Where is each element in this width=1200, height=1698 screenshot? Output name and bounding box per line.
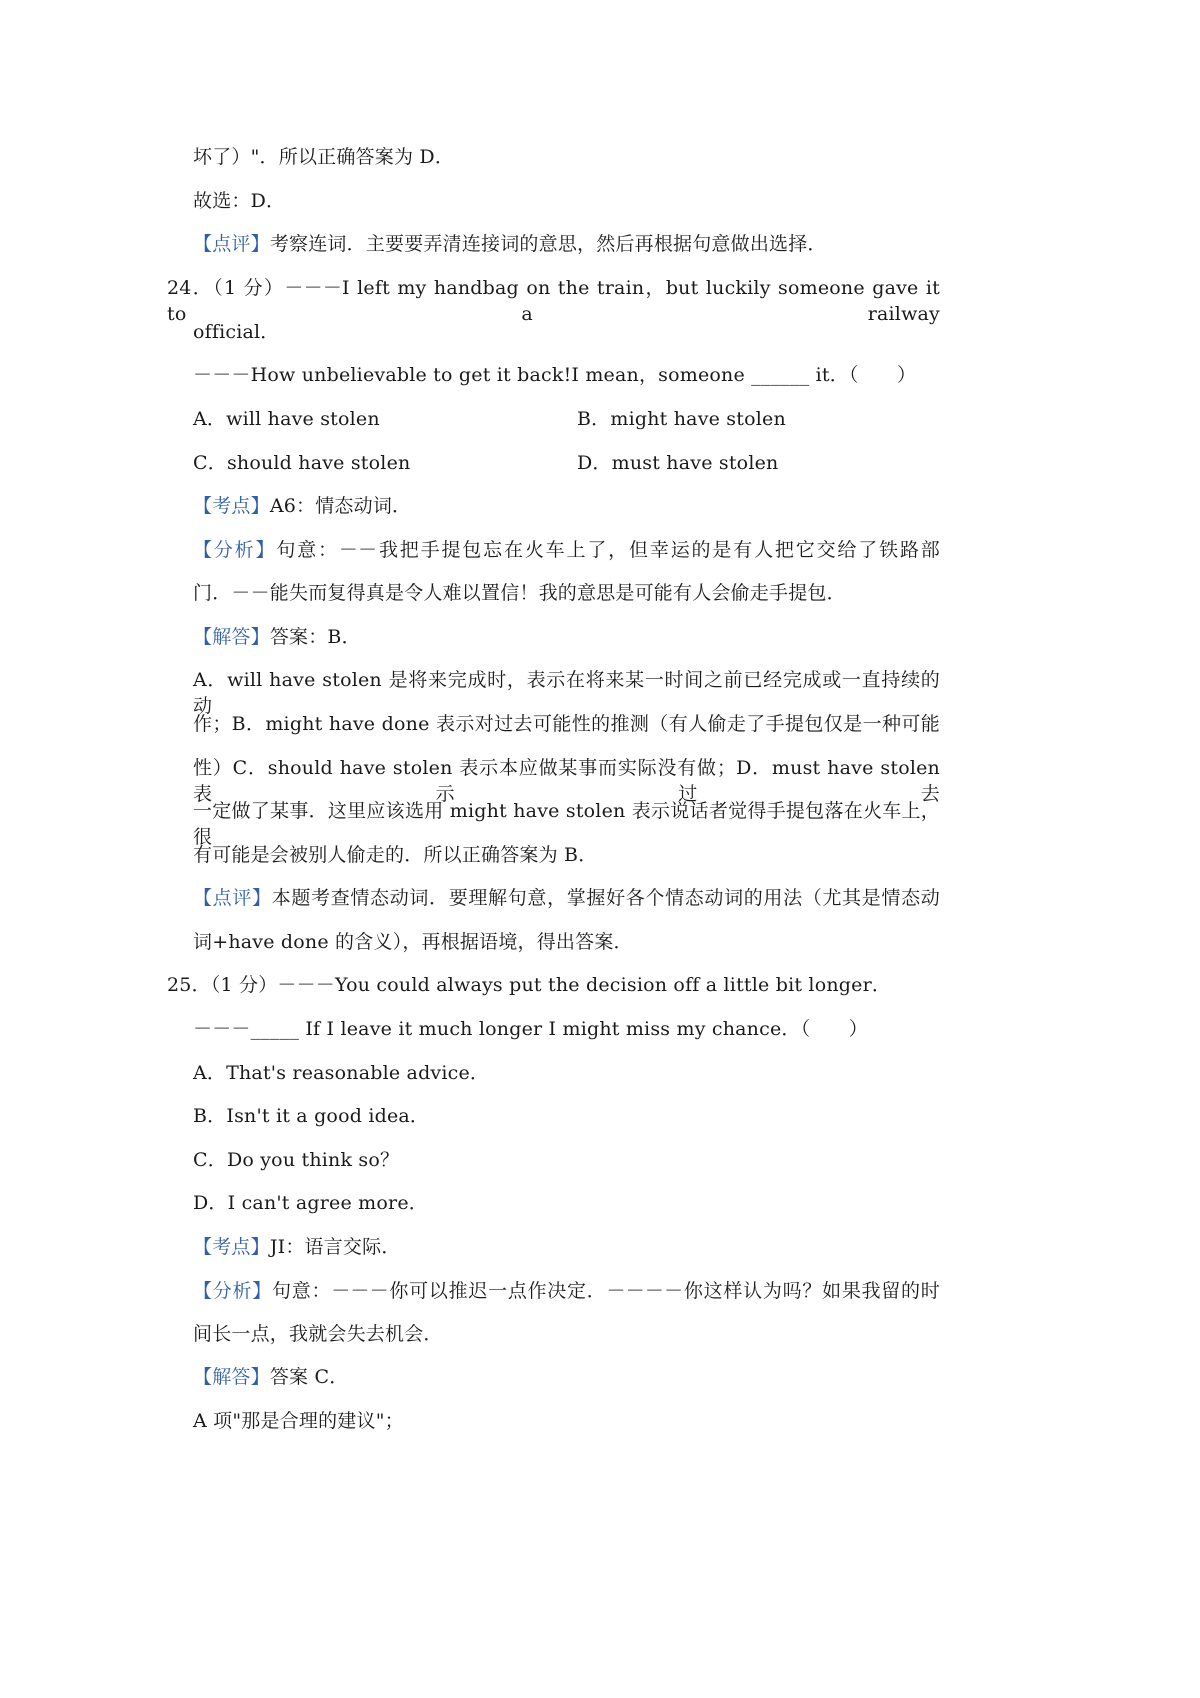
fenxi-tag: 【分析】 bbox=[193, 539, 277, 561]
question-24-dianping-1 bbox=[193, 885, 940, 911]
question-24-response: －－－How unbelievable to get it back!I mean，someone ______ it．（ ） bbox=[193, 364, 917, 386]
question-25-option-b: B．Isn't it a good idea． bbox=[193, 1105, 430, 1127]
question-24-fenxi-2: 门．－－能失而复得真是令人难以置信！我的意思是可能有人会偷走手提包． bbox=[193, 582, 846, 604]
question-25-jieda bbox=[193, 1364, 348, 1390]
answer-line: 坏了）"．所以正确答案为 D． bbox=[193, 146, 455, 168]
fenxi-text: 句意：－－我把手提包忘在火车上了，但幸运的是有人把它交给了铁路部 bbox=[276, 539, 940, 561]
question-25-option-d: D．I can't agree more． bbox=[193, 1192, 428, 1214]
question-24-option-b: B．might have stolen bbox=[577, 408, 786, 430]
question-24-kaodian bbox=[193, 493, 411, 519]
question-25-response: －－－_____ If I leave it much longer I might miss my chance．（ ） bbox=[193, 1018, 868, 1040]
question-24-option-c: C．should have stolen bbox=[193, 452, 411, 474]
question-25-kaodian bbox=[193, 1234, 401, 1260]
jieda-text: 答案：B． bbox=[269, 626, 361, 648]
fenxi-text: 句意：－－－你可以推迟一点作决定．－－－－你这样认为吗？如果我留的时 bbox=[271, 1280, 940, 1302]
question-24-explain-1: A．will have stolen 是将来完成时，表示在将来某一时间之前已经完成或一直持续的动 bbox=[193, 669, 940, 717]
jieda-text: 答案 C． bbox=[269, 1366, 349, 1388]
answer-choice-line: 故选：D． bbox=[193, 190, 286, 212]
question-25-option-a: A．That's reasonable advice． bbox=[193, 1062, 490, 1084]
kaodian-text: JI：语言交际． bbox=[269, 1236, 401, 1258]
question-24-explain-5: 有可能是会被别人偷走的．所以正确答案为 B． bbox=[193, 844, 598, 866]
jieda-tag: 【解答】 bbox=[193, 626, 270, 648]
question-24-explain-3: 性）C．should have stolen 表示本应做某事而实际没有做；D．must have stolen 表示过去 bbox=[193, 757, 940, 805]
fenxi-tag: 【分析】 bbox=[193, 1280, 272, 1302]
question-24-stem: 24．（1 分）－－－I left my handbag on the train，but luckily someone gave it to a railway bbox=[167, 277, 940, 325]
kaodian-text: A6：情态动词． bbox=[269, 495, 412, 517]
comment-text: 考察连词．主要要弄清连接词的意思，然后再根据句意做出选择． bbox=[269, 233, 827, 255]
question-25-option-c: C．Do you think so？ bbox=[193, 1149, 400, 1171]
dianping-text: 本题考查情态动词．要理解句意，掌握好各个情态动词的用法（尤其是情态动 bbox=[271, 887, 940, 909]
question-25-stem: 25．（1 分）－－－You could always put the decision off a little bit longer． bbox=[167, 974, 892, 996]
jieda-tag: 【解答】 bbox=[193, 1366, 270, 1388]
comment-line bbox=[193, 231, 827, 257]
kaodian-tag: 【考点】 bbox=[193, 1236, 270, 1258]
question-24-stem-cont: official． bbox=[193, 321, 280, 343]
question-24-explain-4: 一定做了某事．这里应该选用 might have stolen 表示说话者觉得手提包落在火车上，很 bbox=[193, 800, 940, 848]
question-25-explain-a: A 项"那是合理的建议"； bbox=[193, 1410, 404, 1432]
question-24-fenxi-1 bbox=[193, 537, 940, 563]
question-24-option-a: A．will have stolen bbox=[193, 408, 380, 430]
question-25-fenxi-1 bbox=[193, 1278, 940, 1304]
question-25-fenxi-2: 间长一点，我就会失去机会． bbox=[193, 1323, 443, 1345]
question-24-option-d: D．must have stolen bbox=[577, 452, 779, 474]
question-24-explain-2: 作；B．might have done 表示对过去可能性的推测（有人偷走了手提包仅是一种可能 bbox=[193, 713, 940, 735]
kaodian-tag: 【考点】 bbox=[193, 495, 270, 517]
comment-tag: 【点评】 bbox=[193, 233, 270, 255]
dianping-tag: 【点评】 bbox=[193, 887, 272, 909]
question-24-dianping-2: 词+have done 的含义），再根据语境，得出答案． bbox=[193, 931, 633, 953]
question-24-jieda bbox=[193, 624, 361, 650]
